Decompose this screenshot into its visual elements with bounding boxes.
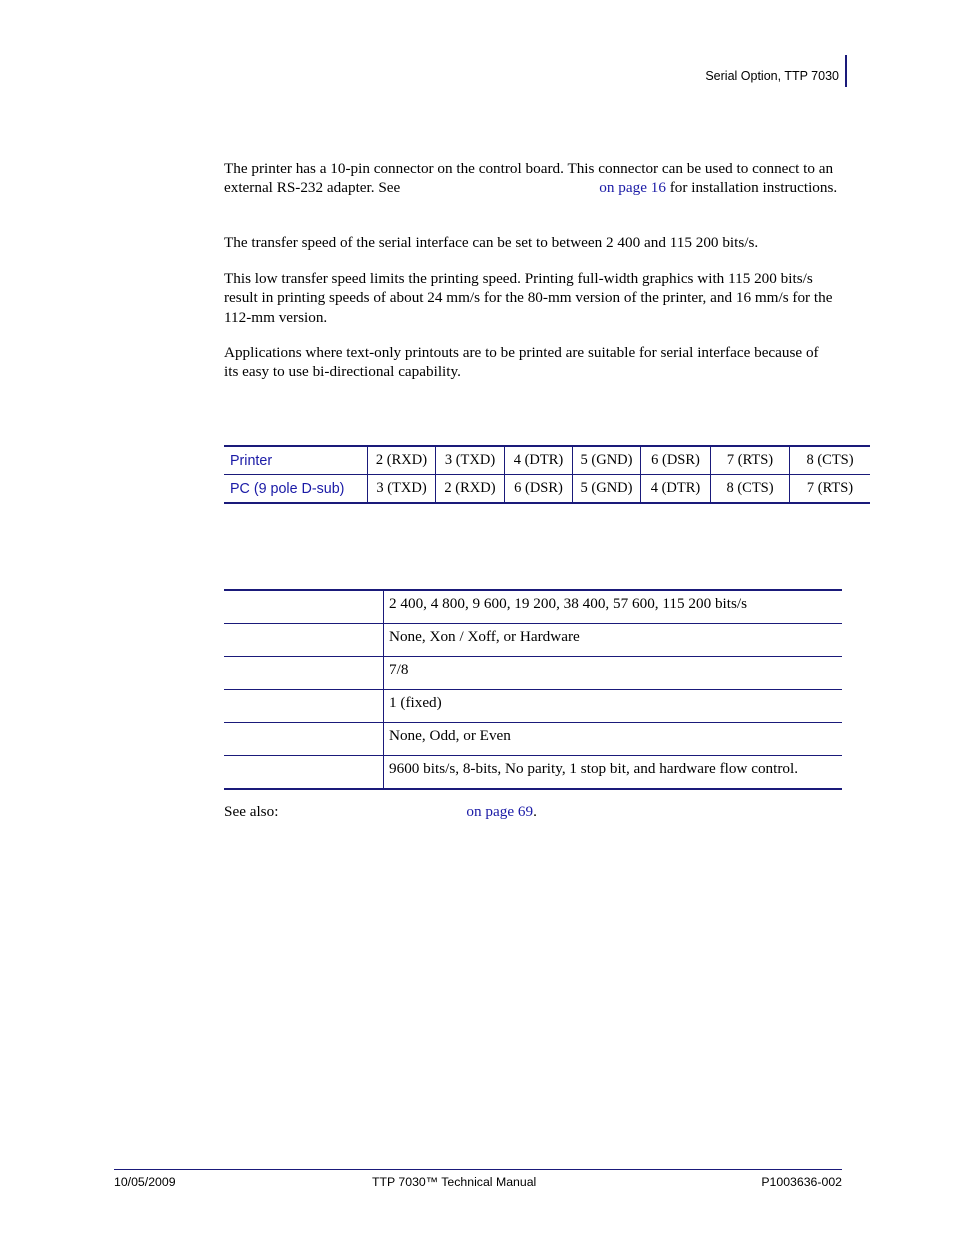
- footer-manual-title: TTP 7030™ Technical Manual: [372, 1175, 537, 1189]
- setting-name: [224, 657, 384, 690]
- table-cell: 8 (CTS): [790, 446, 871, 475]
- table-row: [224, 723, 842, 756]
- paragraph-connector: [224, 159, 844, 198]
- setting-value: 2 400, 4 800, 9 600, 19 200, 38 400, 57 600, 115 200 bits/s: [384, 590, 843, 624]
- table-cell: 3 (TXD): [436, 446, 505, 475]
- table-row: [224, 475, 870, 504]
- setting-value: 9600 bits/s, 8-bits, No parity, 1 stop bit, and hardware flow control.: [384, 756, 843, 790]
- setting-name: [224, 624, 384, 657]
- footer-rule: [114, 1169, 842, 1170]
- page-16-link[interactable]: on page 16: [599, 179, 666, 197]
- table-cell: 6 (DSR): [505, 475, 573, 504]
- table-cell: 4 (DTR): [641, 475, 711, 504]
- setting-value: None, Odd, or Even: [384, 723, 843, 756]
- paragraph-connector-tail: for installation instructions.: [669, 179, 838, 197]
- serial-settings-table: [224, 589, 842, 790]
- running-header: Serial Option, TTP 7030: [705, 69, 839, 83]
- setting-value: 1 (fixed): [384, 690, 843, 723]
- setting-name: [224, 756, 384, 790]
- table-row: [224, 756, 842, 790]
- setting-value: 7/8: [384, 657, 843, 690]
- table-row: [224, 624, 842, 657]
- table-row: [224, 446, 870, 475]
- table-cell: 7 (RTS): [711, 446, 790, 475]
- paragraph-transfer-speed: The transfer speed of the serial interface can be set to between 2 400 and 115 200 bits/s.: [224, 234, 759, 251]
- see-also: [224, 803, 537, 821]
- setting-value: None, Xon / Xoff, or Hardware: [384, 624, 843, 657]
- table-cell: 3 (TXD): [368, 475, 436, 504]
- footer-date: 10/05/2009: [114, 1175, 176, 1189]
- row-label: PC (9 pole D-sub): [224, 475, 368, 504]
- table-cell: 2 (RXD): [368, 446, 436, 475]
- pin-mapping-table: [224, 445, 870, 504]
- table-row: [224, 690, 842, 723]
- table-cell: 8 (CTS): [711, 475, 790, 504]
- see-also-label: See also:: [224, 803, 279, 820]
- table-cell: 4 (DTR): [505, 446, 573, 475]
- setting-name: [224, 590, 384, 624]
- table-row: [224, 590, 842, 624]
- table-row: [224, 657, 842, 690]
- table-cell: 7 (RTS): [790, 475, 871, 504]
- footer-doc-number: P1003636-002: [761, 1175, 842, 1189]
- setting-name: [224, 723, 384, 756]
- row-label: Printer: [224, 446, 368, 475]
- see-also-end: .: [533, 803, 537, 820]
- page-69-link[interactable]: on page 69: [466, 803, 534, 820]
- table-cell: 5 (GND): [573, 475, 641, 504]
- paragraph-printing-speed: This low transfer speed limits the printing speed. Printing full-width graphics with 115 200 bits/s result in printing speeds of about 24 mm/s for the 80-mm version of the printer, and 16 mm/s for the 112-mm version.: [224, 270, 833, 326]
- table-cell: 6 (DSR): [641, 446, 711, 475]
- setting-name: [224, 690, 384, 723]
- header-bar: [845, 55, 847, 87]
- table-cell: 5 (GND): [573, 446, 641, 475]
- paragraph-connector-text: The printer has a 10-pin connector on the control board. This connector can be used to connect to an external RS-232 adapter. See: [224, 160, 834, 197]
- paragraph-applications: Applications where text-only printouts are to be printed are suitable for serial interface because of its easy to use bi-directional capability.: [224, 344, 819, 381]
- table-cell: 2 (RXD): [436, 475, 505, 504]
